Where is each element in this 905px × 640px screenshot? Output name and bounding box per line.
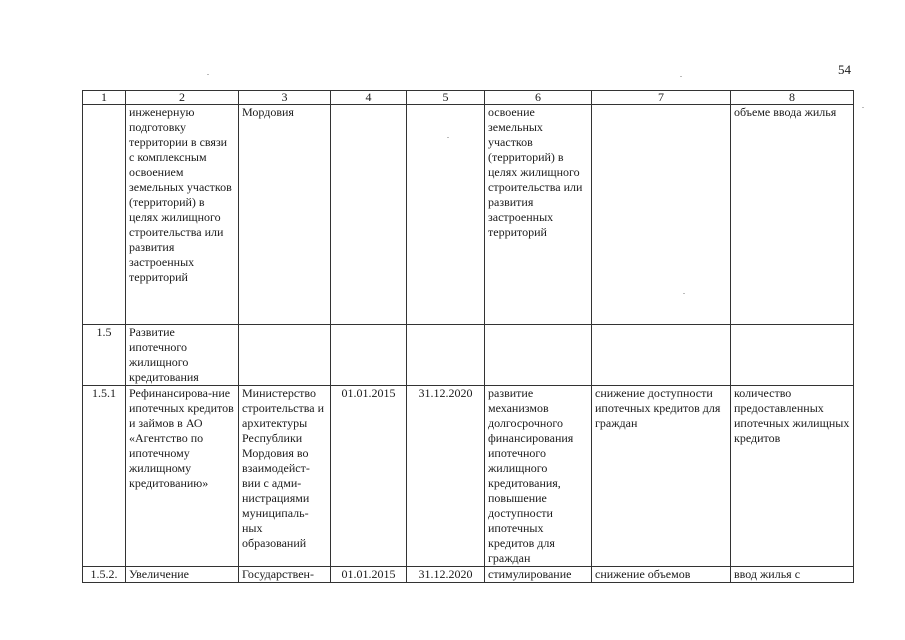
start-date: 01.01.2015 [331,386,407,567]
measure-name: Развитие ипотечного жилищного кредитования [126,325,239,386]
measure-name: Рефинансирова-ние ипотечных кредитов и займов в АО «Агентство по ипотечному жилищному кредитованию» [126,386,239,567]
scan-speck [447,137,449,138]
start-date [331,105,407,325]
end-date: 31.12.2020 [407,567,485,583]
consequences [592,325,731,386]
consequences: снижение объемов [592,567,731,583]
table-row [83,325,854,386]
measures-table [82,90,854,583]
col-header-6: 6 [485,91,592,105]
responsible-executor: Государствен- [239,567,331,583]
end-date: 31.12.2020 [407,386,485,567]
item-number: 1.5.2. [83,567,126,583]
col-header-3: 3 [239,91,331,105]
responsible-executor [239,325,331,386]
consequences [592,105,731,325]
indicator-link: количество предоставленных ипотечных жилищных кредитов [731,386,854,567]
scan-speck [862,107,864,108]
item-number: 1.5 [83,325,126,386]
start-date [331,325,407,386]
page-number: 54 [838,62,851,77]
measure-name: инженерную подготовку территории в связи с комплексным освоением земельных участков (территорий) в целях жилищного строительства или развития застроенных территорий [126,105,239,325]
scan-speck [680,76,682,77]
col-header-1: 1 [83,91,126,105]
indicator-link [731,325,854,386]
scan-speck [207,74,209,75]
table-row [83,386,854,567]
col-header-4: 4 [331,91,407,105]
expected-result [485,325,592,386]
column-number-row [83,91,854,105]
expected-result: освоение земельных участков (территорий) в целях жилищного строительства или развития застроенных территорий [485,105,592,325]
col-header-2: 2 [126,91,239,105]
expected-result: стимулирование [485,567,592,583]
item-number [83,105,126,325]
item-number: 1.5.1 [83,386,126,567]
end-date [407,105,485,325]
indicator-link: объеме ввода жилья [731,105,854,325]
table-row [83,567,854,583]
consequences: снижение доступности ипотечных кредитов для граждан [592,386,731,567]
responsible-executor: Мордовия [239,105,331,325]
responsible-executor: Министерство строительства и архитектуры Республики Мордовия во взаимодейст-вии с адми-нистрациями муниципаль-ных образований [239,386,331,567]
start-date: 01.01.2015 [331,567,407,583]
table-row [83,105,854,325]
expected-result: развитие механизмов долгосрочного финансирования ипотечного жилищного кредитования, повышение доступности ипотечных кредитов для граждан [485,386,592,567]
col-header-7: 7 [592,91,731,105]
col-header-8: 8 [731,91,854,105]
col-header-5: 5 [407,91,485,105]
measure-name: Увеличение [126,567,239,583]
end-date [407,325,485,386]
indicator-link: ввод жилья с [731,567,854,583]
scan-speck [683,293,685,294]
